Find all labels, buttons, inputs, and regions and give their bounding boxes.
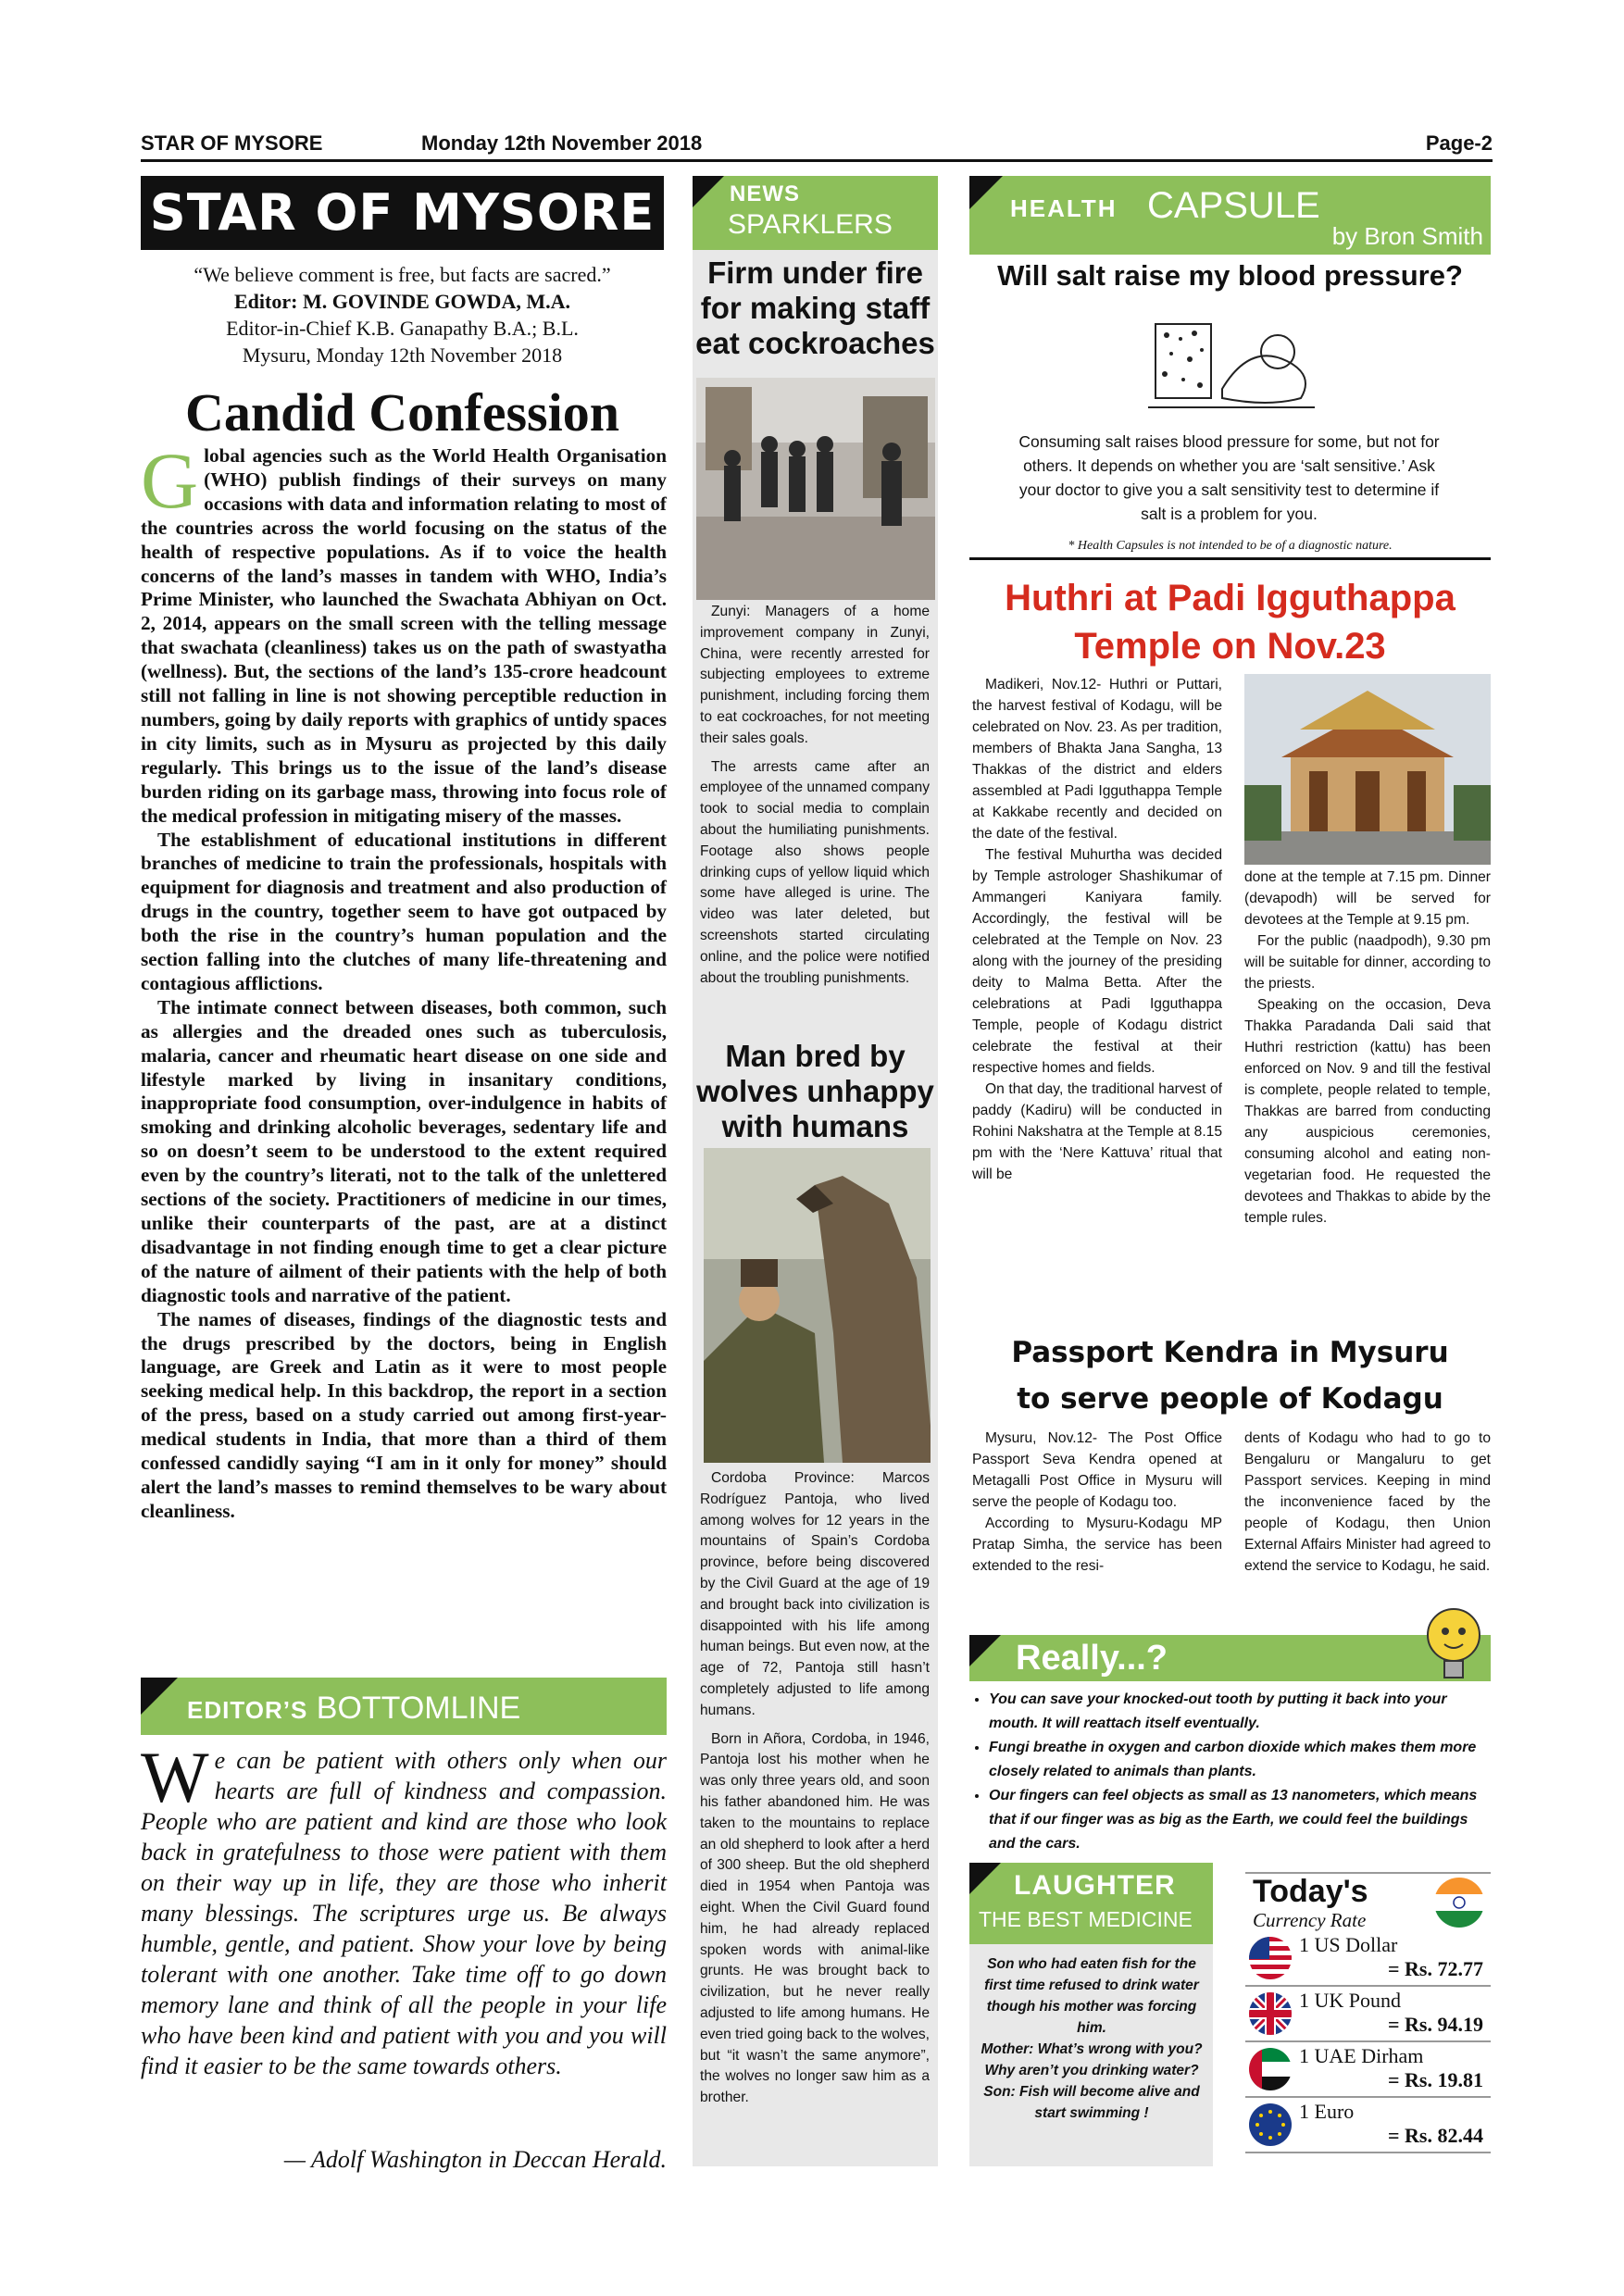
story-wolves-paragraph-1: Cordoba Province: Marcos Rodríguez Pantoja, who lived among wolves for 12 years in the mountains of Spain’s Cordoba province, before being discovered by the Civil Guard at the age of 19 and brought back into civilization is disappointed with his life among human beings. But even now, at the age of 72, Pantoja still hasn’t completely adjusted to life among humans. (700, 1470, 930, 1718)
joke-question: Mother: What’s wrong with you? Why aren’t you drinking water? (981, 2041, 1203, 2078)
health-capsule-banner (969, 176, 1491, 255)
masthead-motto: “We believe comment is free, but facts are sacred.” (194, 263, 611, 286)
currency-value: = Rs. 82.44 (1388, 2124, 1483, 2147)
laughter-joke (977, 1953, 1206, 2124)
huthri-headline-line-1: Huthri at Padi Igguthappa (1005, 578, 1455, 618)
joke-answer: Son: Fish will become alive and start swimming ! (983, 2084, 1200, 2121)
huthri-headline-line-2: Temple on Nov.23 (1074, 626, 1386, 667)
really-banner (969, 1635, 1491, 1681)
huthri-right-column (1244, 867, 1491, 1229)
bottomline-dropcap: W (141, 1737, 209, 1817)
wolf-man-photo (704, 1148, 931, 1463)
masthead-dateline: Mysuru, Monday 12th November 2018 (242, 343, 563, 367)
page-header (141, 131, 1493, 162)
currency-box (1245, 1872, 1491, 2166)
bottomline-label-light: BOTTOMLINE (316, 1691, 521, 1726)
story-wolves-paragraph-2: Born in Añora, Cordoba, in 1946, Pantoja lost his mother when he was only three years old, and soon his father abandoned him. He was taken to the mountains to replace an old shepherd to look after a herd of 300 sheep. But the old shepherd died in 1954 when Pantoja was eight. When the Civil Guard found him, he had already replaced spoken words with animal-like grunts. He was brought back to civilization, but he never really adjusted to life among humans. He even tried going back to the wolves, but “it wasn’t the same anymore”, the wolves no longer saw him as a brother. (700, 1730, 930, 2106)
masthead-editor: Editor: M. GOVINDE GOWDA, M.A. (234, 290, 570, 313)
header-paper-name: STAR OF MYSORE (141, 131, 323, 155)
health-capsule-answer: Consuming salt raises blood pressure for some, but not for others. It depends on whether you are ‘salt sensitive.’ Ask your doctor to give you a salt sensitivity test to determine if salt is a problem for you. (1018, 432, 1440, 523)
huthri-left-paragraph-1: Madikeri, Nov.12- Huthri or Puttari, the harvest festival of Kodagu, will be celebrated on Nov. 23. As per tradition, members of Bhakta Jana Sangha, 13 Thakkas of the district and elders assembled at Padi Igguthappa Temple at Kakkabe recently and decided on the date of the festival. (972, 677, 1222, 842)
laughter-label-bottom: THE BEST MEDICINE (979, 1907, 1193, 1931)
news-sparklers-banner (693, 176, 938, 250)
currency-name: 1 UAE Dirham (1299, 2044, 1424, 2067)
editorial-paragraph-1: lobal agencies such as the World Health Organisation (WHO) publish findings of their surveys on many occasions with data and information relating to most of the countries across the world focusing on the status of the health of respective populations. As if to voice the health concerns of the land’s masses in tandem with WHO, India’s Prime Minister, who launched the Swachata Abhiyan on Oct. 2, 2014, appears on the small screen with the telling message that swachata (cleanliness) takes us on the path of swastyatha (wellness). But, the sections of the land’s 135-crore headcount still not falling in line is not showing perceptible reduction in numbers, going by daily reports with graphics of untidy spaces in city limits, such as in Mysuru as projected by this daily regularly. This brings us to the issue of the land’s disease burden riding on its garbage mass, throwing into focus role of the medical profession in mitigating misery of the masses. (141, 444, 667, 827)
editorial-paragraph-2: The establishment of educational institutions in different branches of medicine to train the professionals, hospitals with equipment for diagnosis and treatment and also production of drugs in the country, together seem to have got outpaced by both the rise in the country’s human population and the section falling into the clutches of many life-threatening and contagious afflictions. (141, 828, 667, 994)
story-wolves-headline: Man bred by wolves unhappy with humans (696, 1039, 934, 1143)
story-cockroaches-body (700, 602, 930, 989)
currency-name: 1 US Dollar (1299, 1933, 1398, 1956)
huthri-left-column (972, 674, 1222, 1185)
health-capsule-disclaimer: * Health Capsules is not intended to be of a diagnostic nature. (969, 539, 1491, 560)
huthri-headline (969, 574, 1491, 670)
us-flag-icon (1249, 1937, 1292, 1979)
bottomline-attribution: — Adolf Washington in Deccan Herald. (283, 2146, 667, 2173)
currency-value: = Rs. 19.81 (1388, 2068, 1483, 2091)
currency-name: 1 Euro (1299, 2100, 1355, 2123)
currency-row-usd (1245, 1931, 1491, 1987)
laughter-banner (969, 1863, 1213, 1944)
passport-headline (969, 1329, 1491, 1422)
really-label: Really...? (1016, 1639, 1168, 1678)
bottomline-body: e can be patient with others only when our hearts are full of kindness and compassion. People who are patient and kind are those who look back in gratefulness to those were patient with them on their way up in life, they are those who inherit many blessings. The scriptures urge us. Be always humble, gentle, and patient. Show your love by being tolerant with one another. Take time off to go down memory lane and think of all the people in your life who have been kind and patient with you and you will find it easier to be the same towards others. (141, 1747, 667, 2079)
editorial-paragraph-3: The intimate connect between diseases, both common, such as allergies and the dreaded ones such as tuberculosis, malaria, cancer and rheumatic heart disease on one side and lifestyle marked by living in insanitary conditions, inappropriate food consumption, over-indulgence in habits of smoking and drinking alcoholic beverages, sedentary life and so on doesn’t seem to be understood to the extent required even by the country’s literati, not to the talk of the unlettered sections of the society. Practitioners of medicine in our times, unlike their counterparts of the past, are at a distinct disadvantage in not finding enough time to get a clear picture of the nature of ailment of their patients with the help of both diagnostic tools and narrative of the patient. (141, 995, 667, 1306)
laughter-label-top: LAUGHTER (1014, 1870, 1176, 1901)
eu-flag-icon (1249, 2103, 1292, 2146)
uae-flag-icon (1249, 2048, 1292, 2090)
really-fact: • Fungi breathe in oxygen and carbon dioxide which makes them more closely related to animals than plants. (989, 1736, 1497, 1784)
office-staff-photo (696, 378, 935, 600)
passport-left-paragraph-1: Mysuru, Nov.12- The Post Office Passport Seva Kendra opened at Metagalli Post Office in Mysuru will serve the people of Kodagu too. (972, 1430, 1222, 1510)
corner-marker-icon (969, 1863, 1001, 1894)
masthead-editor-in-chief: Editor-in-Chief K.B. Ganapathy B.A.; B.L. (226, 317, 579, 340)
uk-flag-icon (1249, 1992, 1292, 2035)
currency-subtitle: Currency Rate (1253, 1909, 1367, 1931)
header-date: Monday 12th November 2018 (421, 131, 703, 155)
india-flag-icon (1432, 1876, 1486, 1929)
joke-intro: Son who had eaten fish for the first time refused to drink water though his mother was forcing him. (984, 1956, 1199, 2036)
corner-marker-icon (141, 1678, 178, 1715)
currency-row-aed (1245, 2042, 1491, 2098)
temple-photo (1244, 674, 1491, 865)
huthri-right-paragraph-1: done at the temple at 7.15 pm. Dinner (devapodh) will be served for devotees at the Temple at 9.15 pm. (1244, 869, 1491, 928)
passport-left-column (972, 1428, 1222, 1577)
passport-right-column (1244, 1428, 1491, 1577)
story-cockroaches-headline: Firm under fire for making staff eat cockroaches (695, 256, 935, 360)
currency-row-eur (1245, 2098, 1491, 2153)
passport-headline-line-2: to serve people of Kodagu (1017, 1382, 1443, 1416)
masthead-logo: STAR OF MYSORE (141, 176, 664, 250)
currency-value: = Rs. 94.19 (1388, 2013, 1483, 2036)
passport-left-paragraph-2: According to Mysuru-Kodagu MP Pratap Simha, the service has been extended to the resi- (972, 1516, 1222, 1574)
passport-headline-line-1: Passport Kendra in Mysuru (1011, 1336, 1449, 1369)
story-cockroaches-paragraph-1: Zunyi: Managers of a home improvement company in Zunyi, China, were recently arrested for subjecting employees to extreme punishment, including forcing them to eat cockroaches, for not meeting their sales goals. (700, 604, 930, 746)
bottomline-banner (141, 1678, 667, 1735)
salt-cartoon-illustration (1139, 306, 1324, 417)
story-cockroaches-paragraph-2: The arrests came after an employee of the unnamed company took to social media to complain about the humiliating punishments. Footage also shows people drinking cups of yellow liquid which some have alleged is urine. The video was later deleted, but screenshots started circulating online, and the police were notified about the troubling punishments. (700, 758, 930, 986)
health-capsule-question: Will salt raise my blood pressure? (997, 259, 1463, 292)
corner-marker-icon (969, 1635, 1001, 1666)
editorial-dropcap: G (141, 436, 199, 525)
huthri-left-paragraph-3: On that day, the traditional harvest of paddy (Kadiru) will be conducted in Rohini Nakshatra at the Temple at 8.15 pm with the ‘Nere Kattuva’ ritual that will be (972, 1081, 1222, 1182)
corner-marker-icon (969, 176, 1003, 209)
editorial-headline: Candid Confession (185, 382, 619, 443)
currency-row-gbp (1245, 1987, 1491, 2042)
really-fact: • Our fingers can feel objects as small as 13 nanometers, which means that if our finger was as big as the Earth, we could feel the buildings and the cars. (989, 1784, 1497, 1856)
really-facts-list (974, 1688, 1497, 1856)
lightbulb-icon (1417, 1603, 1491, 1683)
really-fact: • You can save your knocked-out tooth by putting it back into your mouth. It will reattach itself eventually. (989, 1688, 1497, 1736)
bottomline-text (141, 1737, 667, 2081)
currency-value: = Rs. 72.77 (1388, 1957, 1483, 1980)
corner-marker-icon (693, 176, 724, 207)
currency-title: Today's (1253, 1874, 1368, 1909)
editorial-paragraph-4: The names of diseases, findings of the diagnostic tests and the drugs prescribed by the doctors, being in English language, are Greek and Latin as it were to most people seeking medical help. In this backdrop, the report in a section of the press, based on a study carried out among first-year-medical students in India, that more than a third of them confessed candidly saying “I am in it only for money” should alert the land’s masses to remind themselves to be wary about cleanliness. (141, 1307, 667, 1522)
passport-right-paragraph-1: dents of Kodagu who had to go to Bengaluru or Mangaluru to get Passport services. Keeping in mind the inconvenience faced by the people of Kodagu, then Union External Affairs Minister had agreed to extend the service to Kodagu, he said. (1244, 1430, 1491, 1574)
huthri-right-paragraph-2: For the public (naadpodh), 9.30 pm will be suitable for dinner, according to the priests. (1244, 933, 1491, 992)
health-capsule-label-light: CAPSULE (1147, 185, 1320, 226)
huthri-right-paragraph-3: Speaking on the occasion, Deva Thakka Paradanda Dali said that Huthri restriction (kattu) has been enforced on Nov. 9 and till the festival is complete, people related to temple, Thakkas are barred from conducting any auspicious ceremonies, consuming alcohol and eating non-vegetarian food. He requested the devotees and Thakkas to abide by the temple rules. (1244, 997, 1491, 1226)
story-wolves-body (700, 1468, 930, 2109)
editorial-body (141, 436, 667, 1524)
currency-name: 1 UK Pound (1299, 1989, 1402, 2012)
news-sparklers-label-top: NEWS (730, 181, 800, 206)
news-sparklers-label-bottom: SPARKLERS (728, 209, 893, 240)
bottomline-label-bold: EDITOR’S (187, 1696, 308, 1724)
masthead-credits (141, 261, 664, 368)
health-capsule-label-bold: HEALTH (1010, 194, 1118, 222)
health-capsule-byline: by Bron Smith (1331, 222, 1483, 250)
huthri-left-paragraph-2: The festival Muhurtha was decided by Temple astrologer Shashikumar of Ammangeri Kaniyara family. Accordingly, the festival will be celebrated at the Temple on Nov. 23 along with the journey of the presiding deity to Malma Betta. After the celebrations at Padi Igguthappa Temple, people of Kodagu district celebrate the festival at their respective homes and fields. (972, 847, 1222, 1076)
header-page-number: Page-2 (1425, 131, 1493, 155)
